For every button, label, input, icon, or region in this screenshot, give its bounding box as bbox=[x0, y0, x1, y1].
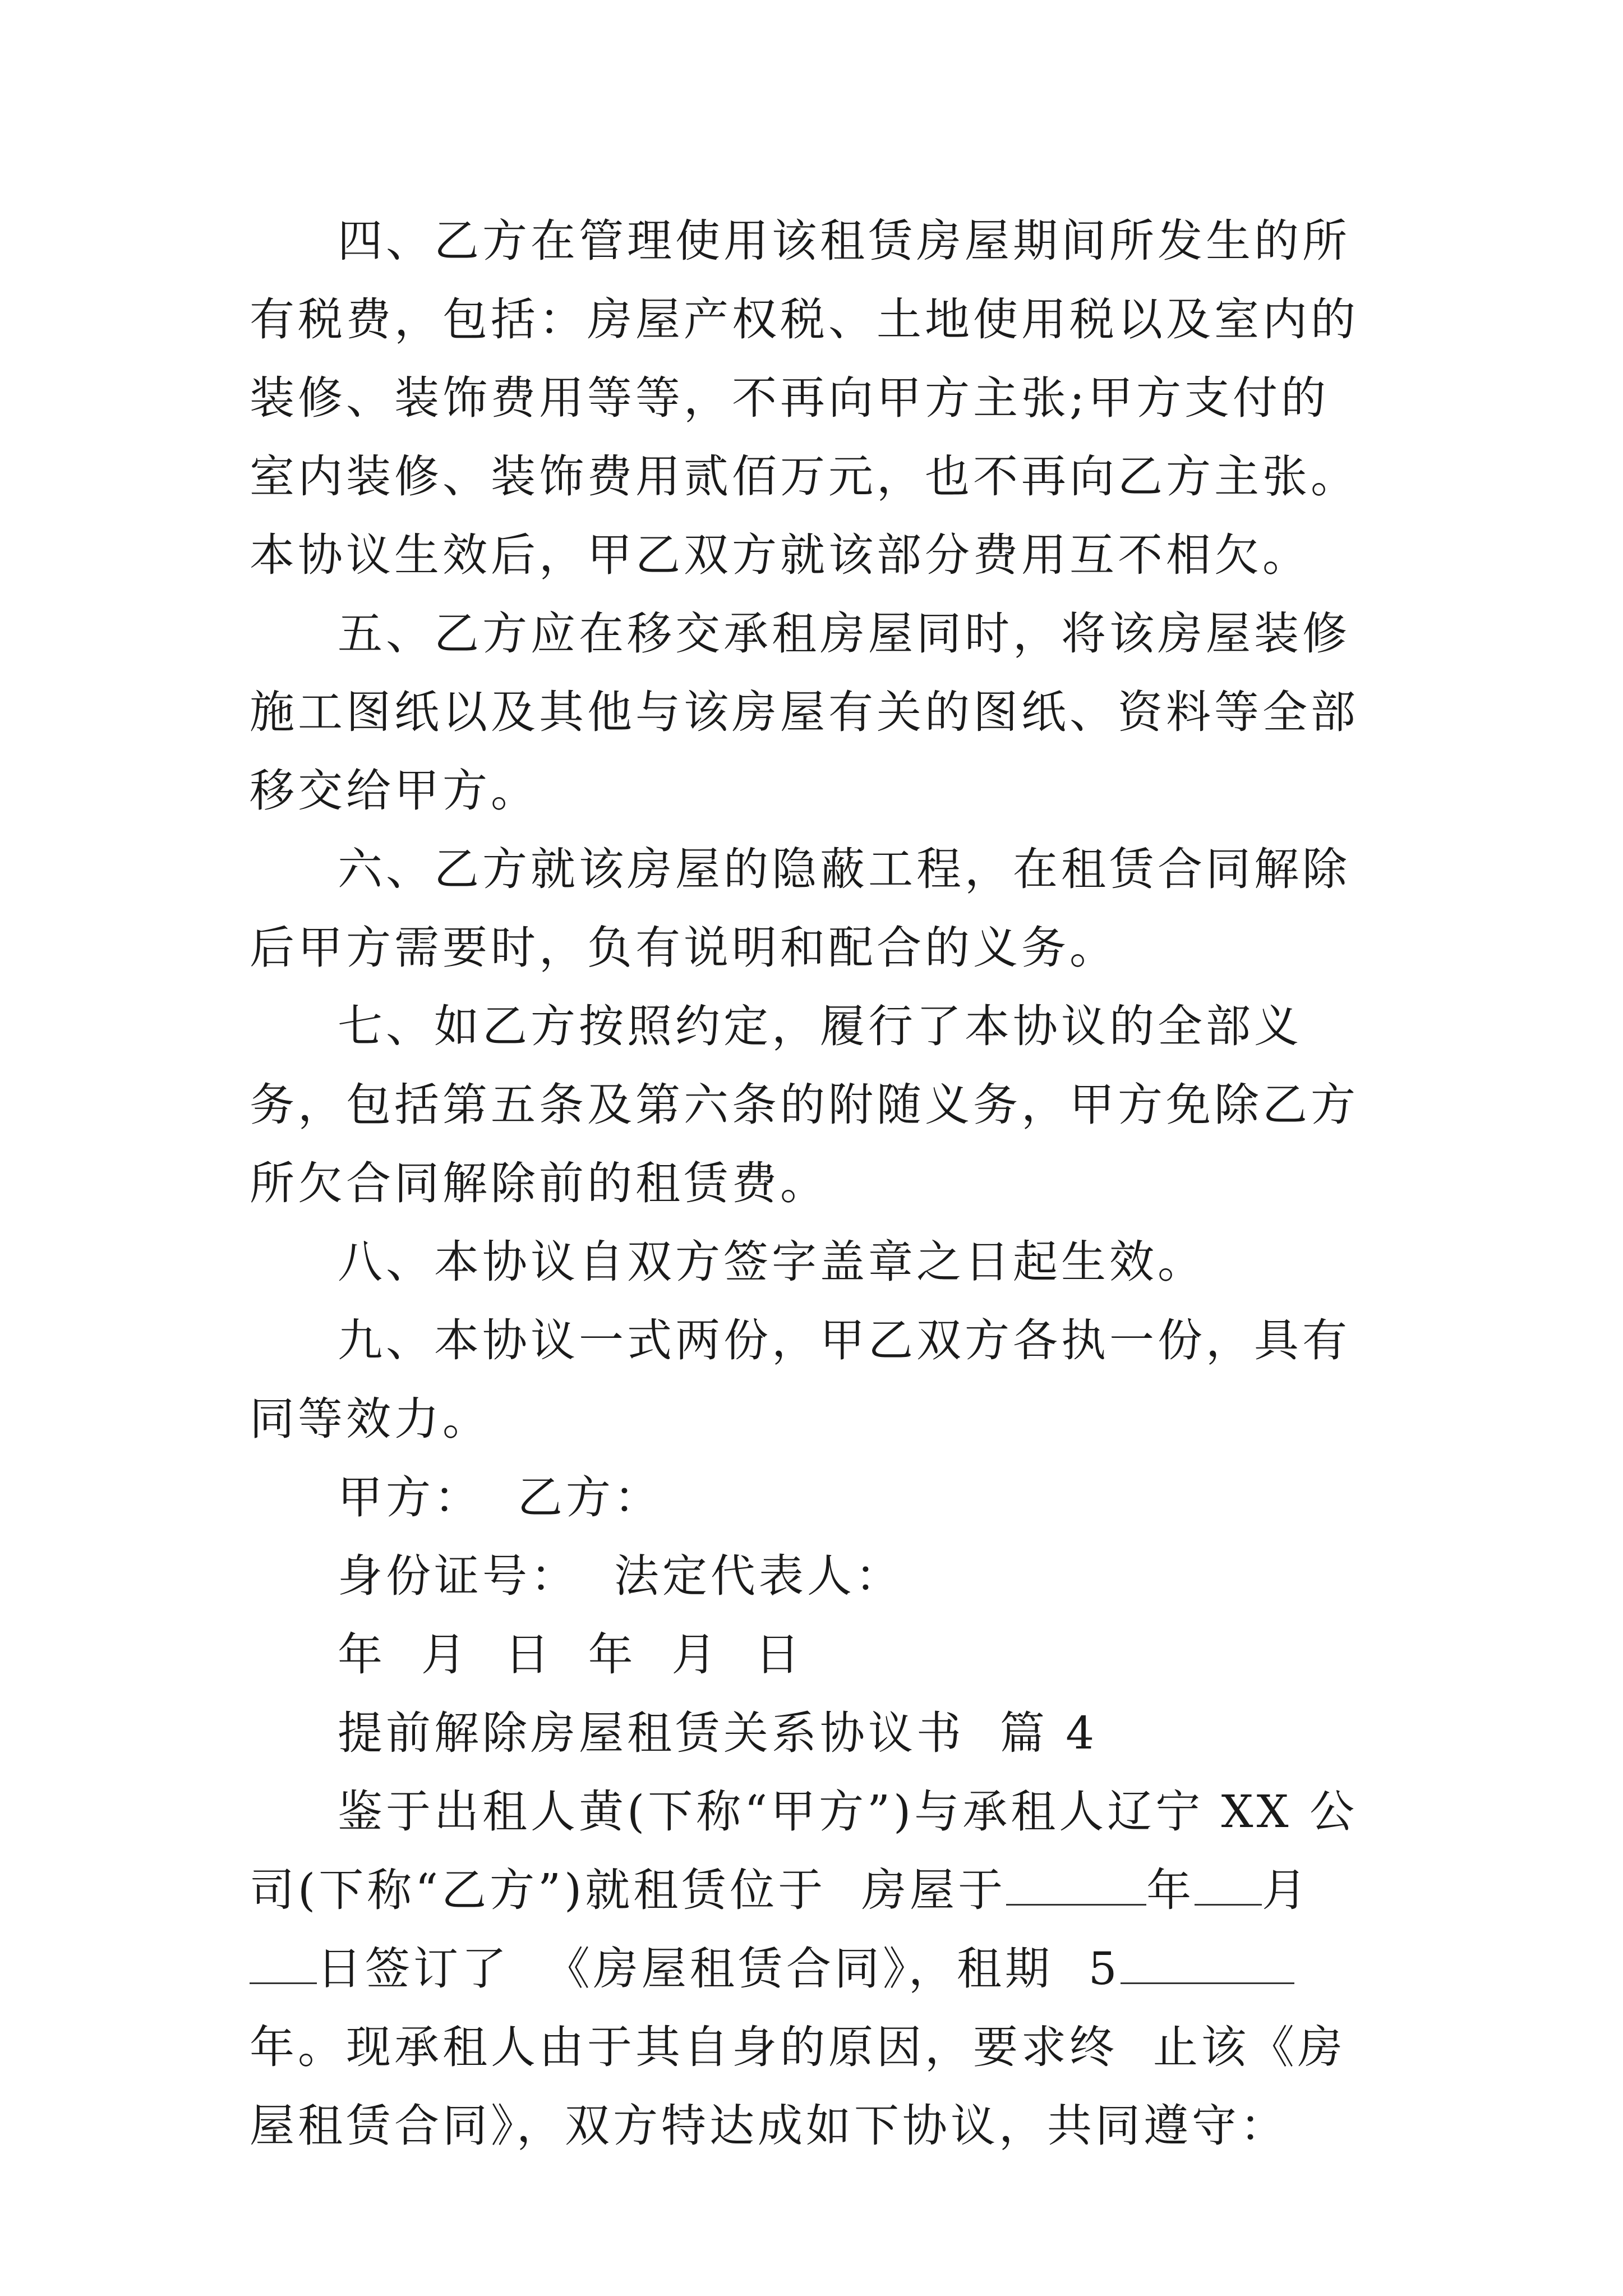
intro-text-a: 鉴于出租人黄(下称“甲方”)与承租人辽宁 XX 公司(下称“乙方”)就租赁位于 房屋于 bbox=[250, 1786, 1358, 1916]
clause-6: 六、乙方就该房屋的隐蔽工程，在租赁合同解除后甲方需要时，负有说明和配合的义务。 bbox=[250, 843, 1350, 974]
intro-text-b: 年 bbox=[1146, 1864, 1195, 1916]
month-blank bbox=[1195, 1859, 1262, 1906]
section-title: 提前解除房屋租赁关系协议书 篇 4 bbox=[338, 1707, 1098, 1759]
document-body bbox=[250, 202, 1377, 2165]
intro-paragraph bbox=[250, 1773, 1377, 2165]
intro-text-c: 月 bbox=[1262, 1864, 1311, 1916]
clause-7: 七、如乙方按照约定，履行了本协议的全部义务，包括第五条及第六条的附随义务，甲方免除乙方所欠合同解除前的租赁费。 bbox=[250, 1000, 1359, 1209]
year-blank bbox=[1006, 1859, 1146, 1906]
term-blank bbox=[1121, 1938, 1294, 1984]
clause-4: 四、乙方在管理使用该租赁房屋期间所发生的所有税费，包括：房屋产权税、土地使用税以及室内的装修、装饰费用等等，不再向甲方主张;甲方支付的室内装修、装饰费用贰佰万元，也不再向乙方主张。本协议生效后，甲乙双方就该部分费用互不相欠。 bbox=[250, 215, 1359, 581]
date-line: 年 月 日 年 月 日 bbox=[338, 1628, 804, 1681]
clause-8: 八、本协议自双方签字盖章之日起生效。 bbox=[338, 1236, 1206, 1288]
party-signature-line: 甲方： 乙方： bbox=[338, 1471, 662, 1524]
intro-text-e: 年。现承租人由于其自身的原因，要求终 止该《房屋租赁合同》，双方特达成如下协议，共同遵守： bbox=[250, 2021, 1346, 2152]
intro-text-d: 日签订了 《房屋租赁合同》，租期 5 bbox=[317, 1943, 1121, 1995]
id-representative-line: 身份证号： 法定代表人： bbox=[338, 1550, 903, 1602]
day-blank bbox=[250, 1938, 317, 1984]
clause-5: 五、乙方应在移交承租房屋同时，将该房屋装修施工图纸以及其他与该房屋有关的图纸、资料等全部移交给甲方。 bbox=[250, 608, 1359, 817]
clause-9: 九、本协议一式两份，甲乙双方各执一份，具有同等效力。 bbox=[250, 1314, 1350, 1445]
